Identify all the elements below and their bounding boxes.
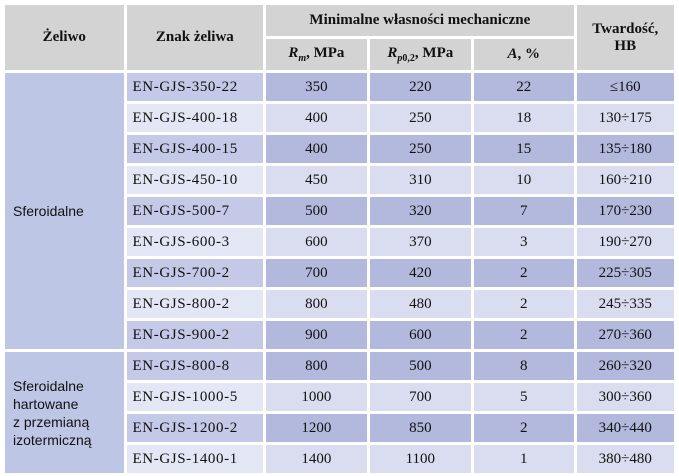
hardness-cell: 135÷180: [577, 135, 674, 163]
cast-iron-grade-code: EN-GJS-1400-1: [127, 445, 264, 473]
cast-iron-grade-code: EN-GJS-800-8: [127, 352, 264, 380]
cast-iron-grade-code: EN-GJS-1200-2: [127, 414, 264, 442]
table-row: [5, 73, 674, 101]
elongation-cell: 10: [474, 166, 573, 194]
header-a-symbol: A: [507, 46, 518, 62]
cast-iron-properties-table: [2, 2, 677, 476]
group-label-line: z przemianą: [13, 413, 90, 430]
header-rp-subscript-p: p: [397, 53, 403, 64]
elongation-cell: 8: [474, 352, 573, 380]
tensile-strength-cell: 1000: [266, 383, 366, 411]
header-rm-unit: , MPa: [306, 45, 345, 61]
cast-iron-grade-code: EN-GJS-700-2: [127, 259, 264, 287]
header-rp-subscript: [397, 53, 415, 64]
cast-iron-grade-code: EN-GJS-400-18: [127, 104, 264, 132]
hardness-cell: ≤160: [577, 73, 674, 101]
cast-iron-grade-code: EN-GJS-800-2: [127, 290, 264, 318]
tensile-strength-cell: 1400: [266, 445, 366, 473]
table-row: [5, 352, 674, 380]
elongation-cell: 2: [474, 259, 573, 287]
yield-strength-cell: 700: [370, 383, 471, 411]
yield-strength-cell: 310: [370, 166, 471, 194]
hardness-cell: 270÷360: [577, 321, 674, 349]
hardness-cell: 190÷270: [577, 228, 674, 256]
elongation-cell: 1: [474, 445, 573, 473]
hardness-cell: 160÷210: [577, 166, 674, 194]
tensile-strength-cell: 600: [266, 228, 366, 256]
yield-strength-cell: 1100: [370, 445, 471, 473]
header-zeliwo: Żeliwo: [5, 5, 124, 70]
group-label: Sferoidalne: [5, 73, 124, 349]
group-label-line: izotermiczną: [13, 431, 92, 448]
tensile-strength-cell: 400: [266, 104, 366, 132]
tensile-strength-cell: 450: [266, 166, 366, 194]
elongation-cell: 2: [474, 290, 573, 318]
cast-iron-grade-code: EN-GJS-350-22: [127, 73, 264, 101]
cast-iron-grade-code: EN-GJS-400-15: [127, 135, 264, 163]
elongation-cell: 2: [474, 414, 573, 442]
yield-strength-cell: 370: [370, 228, 471, 256]
tensile-strength-cell: 800: [266, 352, 366, 380]
header-rm: [266, 39, 366, 70]
header-rm-symbol: R: [288, 45, 299, 61]
header-a-unit: , %: [517, 46, 541, 62]
table-body: [5, 73, 674, 473]
yield-strength-cell: 480: [370, 290, 471, 318]
hardness-cell: 340÷440: [577, 414, 674, 442]
hardness-cell: 380÷480: [577, 445, 674, 473]
yield-strength-cell: 420: [370, 259, 471, 287]
tensile-strength-cell: 400: [266, 135, 366, 163]
yield-strength-cell: 320: [370, 197, 471, 225]
cast-iron-grade-code: EN-GJS-500-7: [127, 197, 264, 225]
elongation-cell: 2: [474, 321, 573, 349]
hardness-cell: 130÷175: [577, 104, 674, 132]
hardness-cell: 300÷360: [577, 383, 674, 411]
tensile-strength-cell: 800: [266, 290, 366, 318]
tensile-strength-cell: 700: [266, 259, 366, 287]
group-label-line: Sferoidalne: [13, 377, 84, 394]
header-a: [474, 39, 573, 70]
elongation-cell: 18: [474, 104, 573, 132]
group-label: [5, 352, 124, 473]
hardness-cell: 245÷335: [577, 290, 674, 318]
elongation-cell: 15: [474, 135, 573, 163]
header-mechanical-properties: Minimalne własności mechaniczne: [266, 5, 573, 36]
hardness-cell: 260÷320: [577, 352, 674, 380]
header-znak-zeliwa: Znak żeliwa: [127, 5, 264, 70]
cast-iron-grade-code: EN-GJS-450-10: [127, 166, 264, 194]
elongation-cell: 5: [474, 383, 573, 411]
header-twardosc-line1: Twardość,: [592, 20, 659, 37]
header-rp-symbol: R: [387, 45, 398, 61]
header-twardosc: [577, 5, 674, 70]
hardness-cell: 225÷305: [577, 259, 674, 287]
tensile-strength-cell: 900: [266, 321, 366, 349]
cast-iron-grade-code: EN-GJS-1000-5: [127, 383, 264, 411]
cast-iron-grade-code: EN-GJS-900-2: [127, 321, 264, 349]
tensile-strength-cell: 1200: [266, 414, 366, 442]
yield-strength-cell: 600: [370, 321, 471, 349]
header-rp-subscript-02: 0,2: [402, 53, 415, 64]
hardness-cell: 170÷230: [577, 197, 674, 225]
yield-strength-cell: 220: [370, 73, 471, 101]
elongation-cell: 3: [474, 228, 573, 256]
group-label-line: hartowane: [13, 395, 79, 412]
header-twardosc-line2: HB: [614, 37, 637, 54]
yield-strength-cell: 500: [370, 352, 471, 380]
tensile-strength-cell: 500: [266, 197, 366, 225]
header-rm-subscript: m: [298, 53, 307, 64]
header-rp02: [370, 39, 471, 70]
cast-iron-grade-code: EN-GJS-600-3: [127, 228, 264, 256]
yield-strength-cell: 250: [370, 104, 471, 132]
yield-strength-cell: 850: [370, 414, 471, 442]
elongation-cell: 22: [474, 73, 573, 101]
elongation-cell: 7: [474, 197, 573, 225]
header-rp-unit: , MPa: [414, 45, 454, 61]
tensile-strength-cell: 350: [266, 73, 366, 101]
yield-strength-cell: 250: [370, 135, 471, 163]
